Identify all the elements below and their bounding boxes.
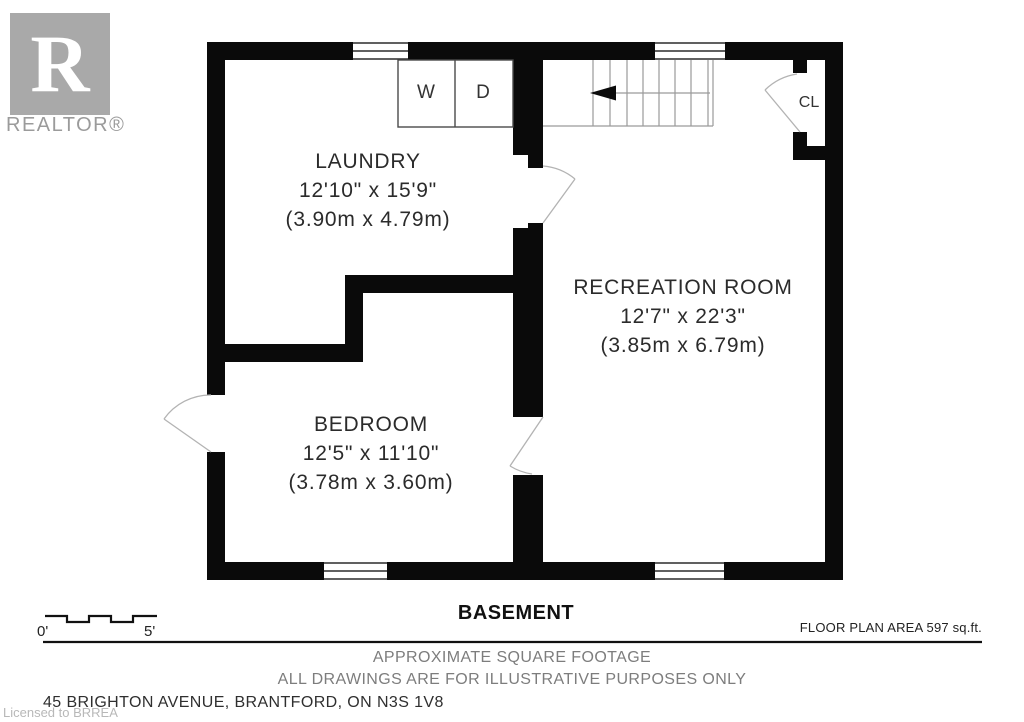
room-label-laundry [208, 147, 528, 234]
closet-label: CL [798, 94, 820, 111]
window-top-left [353, 43, 408, 59]
room-name: LAUNDRY [315, 150, 421, 173]
washer-label: W [417, 82, 435, 103]
room-dimensions-metric: (3.78m x 3.60m) [288, 471, 454, 494]
room-dimensions-imperial: 12'10" x 15'9" [298, 179, 438, 202]
floor-title: BASEMENT [457, 602, 575, 624]
room-dimensions-metric: (3.85m x 6.79m) [600, 334, 766, 357]
room-name: RECREATION ROOM [573, 276, 793, 299]
scale-bar [45, 616, 157, 622]
scale-start-label: 0' [37, 623, 49, 640]
room-dimensions-imperial: 12'5" x 11'10" [302, 442, 440, 465]
window-top-right [655, 43, 725, 59]
property-address: 45 BRIGHTON AVENUE, BRANTFORD, ON N3S 1V8 [43, 694, 444, 711]
license-note: Licensed to BRREA [3, 705, 118, 720]
room-label-bedroom [211, 410, 531, 497]
stairs-direction-arrow [590, 86, 616, 101]
realtor-wordmark: REALTOR® [6, 114, 126, 136]
window-bottom-right [655, 563, 724, 579]
door-arc-exterior [164, 395, 211, 452]
realtor-logo-icon [10, 13, 110, 115]
floor-area-note: FLOOR PLAN AREA 597 sq.ft. [799, 620, 982, 635]
window-bottom-left [324, 563, 387, 579]
realtor-logo-letter: R [30, 18, 90, 109]
disclaimer-line-1: APPROXIMATE SQUARE FOOTAGE [372, 649, 652, 666]
stairs [543, 60, 713, 126]
room-name: BEDROOM [313, 413, 429, 436]
room-dimensions-metric: (3.90m x 4.79m) [285, 208, 451, 231]
door-arc-laundry [543, 166, 575, 223]
disclaimer-line-2: ALL DRAWINGS ARE FOR ILLUSTRATIVE PURPOSES ONLY [277, 671, 747, 688]
scale-end-label: 5' [144, 623, 156, 640]
room-dimensions-imperial: 12'7" x 22'3" [620, 305, 746, 328]
dryer-label: D [476, 82, 490, 103]
room-label-recreation [523, 273, 843, 360]
